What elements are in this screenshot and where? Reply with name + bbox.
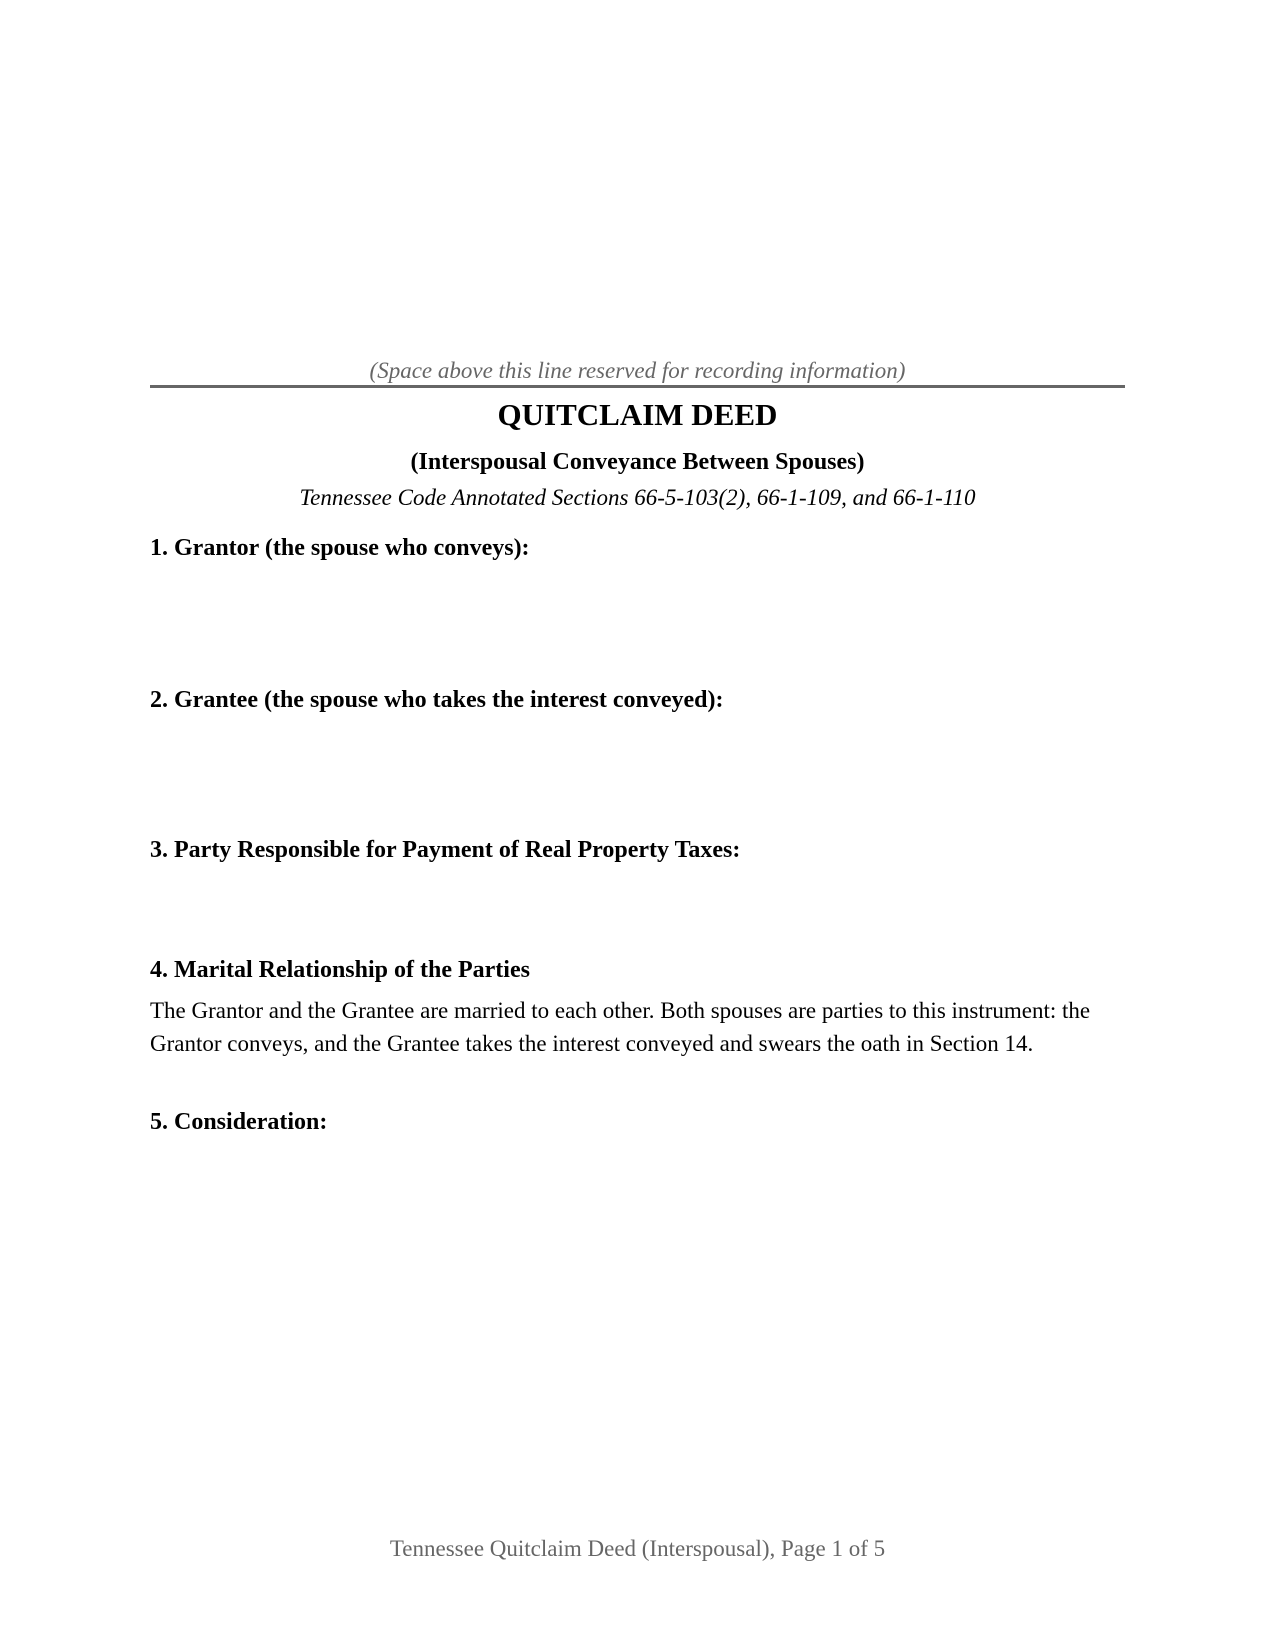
document-subtitle: (Interspousal Conveyance Between Spouses) [410, 449, 865, 475]
section-marital-relationship-heading: 4. Marital Relationship of the Parties [150, 957, 530, 983]
statute-citation: Tennessee Code Annotated Sections 66-5-103(2), 66-1-109, and 66-1-110 [299, 485, 976, 510]
section-grantee-heading: 2. Grantee (the spouse who takes the interest conveyed): [150, 687, 724, 713]
section-consideration-heading: 5. Consideration: [150, 1109, 328, 1135]
section-tax-party-heading: 3. Party Responsible for Payment of Real Property Taxes: [150, 837, 741, 863]
page-footer: Tennessee Quitclaim Deed (Interspousal), Page 1 of 5 [389, 1536, 886, 1561]
section-marital-relationship-text: The Grantor and the Grantee are married to each other. Both spouses are parties to this instrument: the Grantor conveys, and the Grantee takes the interest conveyed and swears the oath in Section 14. [150, 998, 1091, 1056]
document-title: QUITCLAIM DEED [497, 397, 778, 432]
section-grantor-heading: 1. Grantor (the spouse who conveys): [150, 535, 530, 561]
recording-reserved-note: (Space above this line reserved for recording information) [369, 358, 906, 383]
recording-divider-line [150, 385, 1125, 388]
